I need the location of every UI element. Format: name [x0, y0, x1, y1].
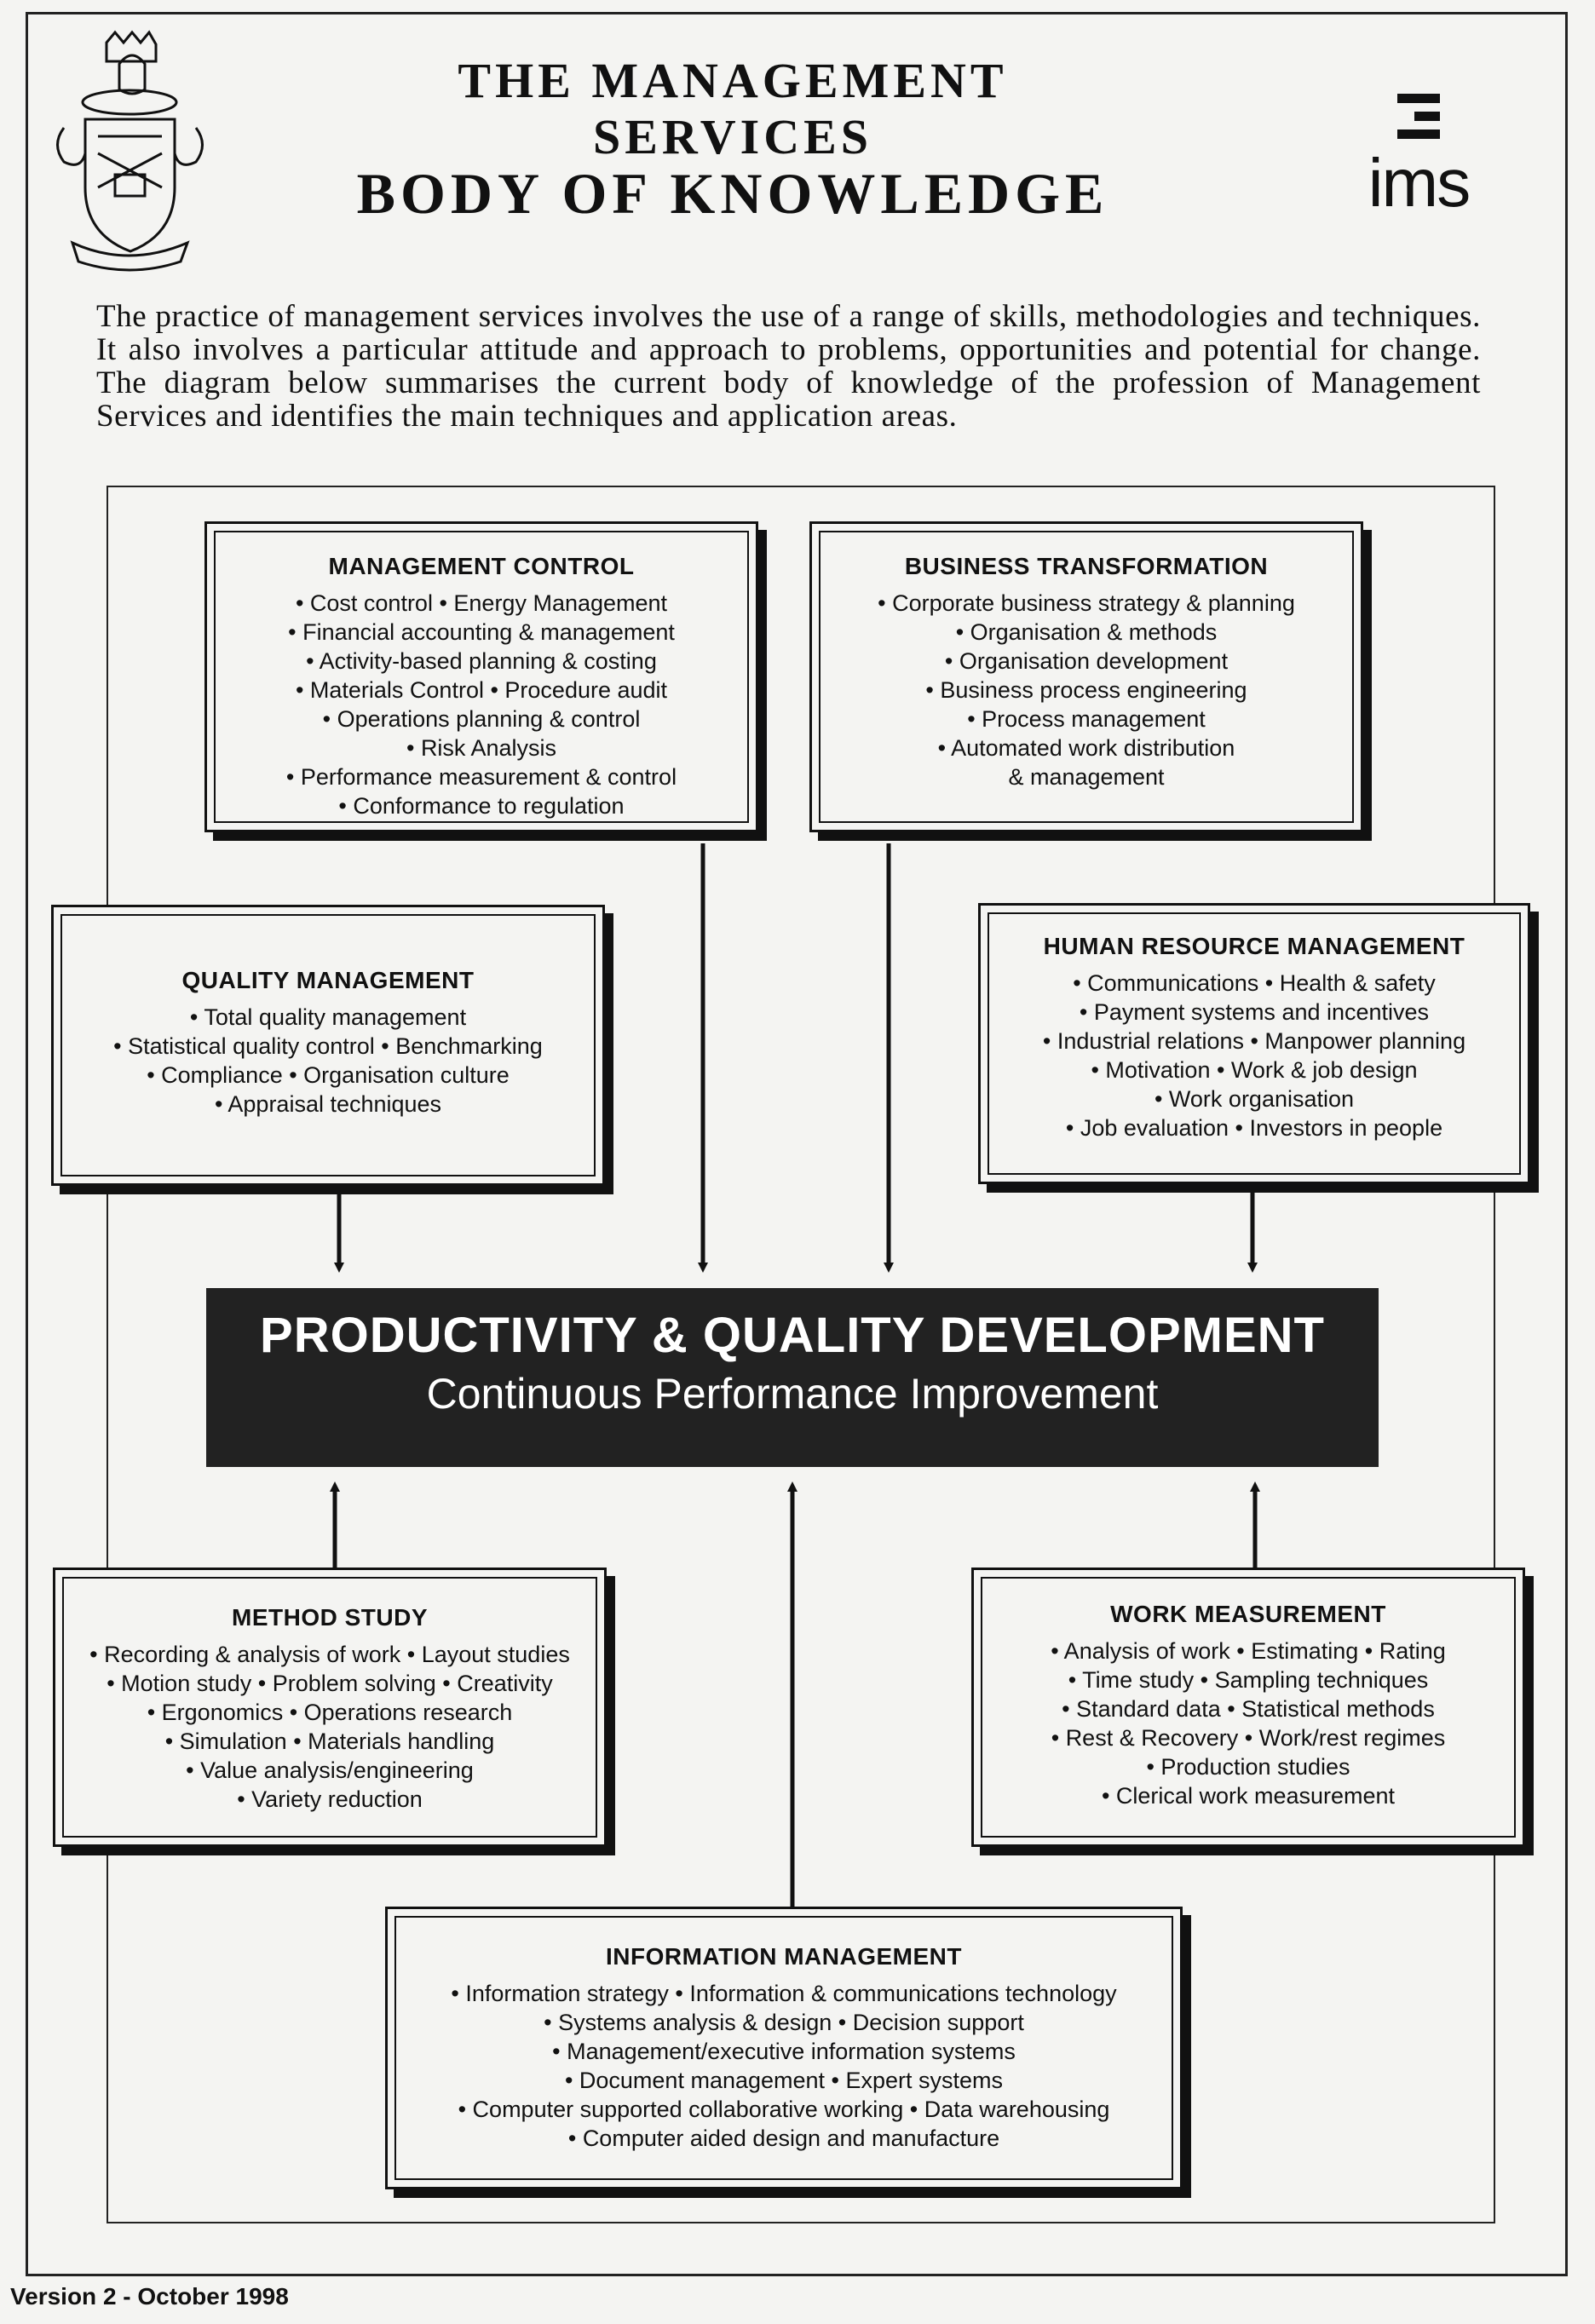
- list-item: • Statistical quality control • Benchmarking: [113, 1033, 543, 1059]
- work-measurement-title: WORK MEASUREMENT: [1110, 1601, 1386, 1627]
- quality-management-title: QUALITY MANAGEMENT: [181, 967, 475, 993]
- work-measurement-box: [971, 1568, 1525, 1847]
- list-item: • Systems analysis & design • Decision support: [544, 2010, 1024, 2035]
- intro-paragraph: The practice of management services involves the use of a range of skills, methodologies and techniques. It also involves a particular attitude and approach to problems, opportunities and potential for change. The diagram below summarises the current body of knowledge of the profession of Management Services and identifies the main techniques and application areas.: [96, 299, 1481, 434]
- method-study-title: METHOD STUDY: [232, 1604, 428, 1631]
- method-study-box: [53, 1568, 607, 1847]
- list-item: • Compliance • Organisation culture: [147, 1062, 510, 1088]
- list-item: • Conformance to regulation: [338, 793, 625, 819]
- banner-title: PRODUCTIVITY & QUALITY DEVELOPMENT: [260, 1308, 1325, 1363]
- list-item: • Process management: [967, 706, 1206, 732]
- list-item: • Materials Control • Procedure audit: [295, 677, 668, 703]
- list-item: & management: [1008, 764, 1165, 790]
- list-item: • Risk Analysis: [406, 735, 556, 761]
- list-item: • Simulation • Materials handling: [164, 1729, 495, 1754]
- management-control-title: MANAGEMENT CONTROL: [328, 553, 635, 579]
- list-item: • Recording & analysis of work • Layout studies: [89, 1642, 570, 1667]
- list-item: • Industrial relations • Manpower planning: [1042, 1028, 1466, 1054]
- list-item: • Document management • Expert systems: [564, 2068, 1004, 2093]
- list-item: • Management/executive information systems: [552, 2039, 1016, 2064]
- title-line-3: BODY OF KNOWLEDGE: [356, 161, 1109, 226]
- list-item: • Cost control • Energy Management: [295, 590, 668, 616]
- list-item: • Computer supported collaborative working • Data warehousing: [458, 2097, 1110, 2122]
- management-control-box: [204, 521, 758, 832]
- list-item: • Financial accounting & management: [288, 619, 675, 645]
- list-item: • Communications • Health & safety: [1073, 970, 1436, 996]
- list-item: • Organisation & methods: [955, 619, 1218, 645]
- list-item: • Production studies: [1146, 1754, 1350, 1780]
- information-management-title: INFORMATION MANAGEMENT: [606, 1943, 962, 1970]
- quality-management-box: [51, 905, 605, 1186]
- list-item: • Standard data • Statistical methods: [1062, 1696, 1435, 1722]
- human-resource-management-box: [978, 903, 1530, 1184]
- list-item: • Time study • Sampling techniques: [1068, 1667, 1429, 1693]
- list-item: • Organisation development: [944, 648, 1229, 674]
- list-item: • Rest & Recovery • Work/rest regimes: [1051, 1725, 1446, 1751]
- information-management-box: [385, 1907, 1183, 2189]
- business-transformation-title: BUSINESS TRANSFORMATION: [904, 553, 1269, 579]
- banner-subtitle: Continuous Performance Improvement: [426, 1370, 1159, 1418]
- list-item: • Appraisal techniques: [214, 1091, 442, 1117]
- list-item: • Clerical work measurement: [1101, 1783, 1396, 1809]
- human-resource-management-title: HUMAN RESOURCE MANAGEMENT: [1043, 933, 1465, 959]
- list-item: • Activity-based planning & costing: [306, 648, 657, 674]
- list-item: • Ergonomics • Operations research: [147, 1700, 513, 1725]
- list-item: • Operations planning & control: [322, 706, 641, 732]
- list-item: • Motion study • Problem solving • Creativity: [107, 1671, 553, 1696]
- list-item: • Job evaluation • Investors in people: [1065, 1115, 1443, 1141]
- list-item: • Variety reduction: [237, 1786, 423, 1812]
- list-item: • Business process engineering: [925, 677, 1247, 703]
- list-item: • Payment systems and incentives: [1079, 999, 1430, 1025]
- list-item: • Performance measurement & control: [285, 764, 677, 790]
- list-item: • Analysis of work • Estimating • Rating: [1051, 1638, 1446, 1664]
- list-item: • Automated work distribution: [937, 735, 1235, 761]
- business-transformation-box: [809, 521, 1363, 832]
- list-item: • Corporate business strategy & planning: [878, 590, 1295, 616]
- productivity-quality-banner: [206, 1288, 1379, 1467]
- list-item: • Value analysis/engineering: [186, 1757, 474, 1783]
- version-footer: Version 2 - October 1998: [10, 2283, 289, 2310]
- list-item: • Information strategy • Information & communications technology: [451, 1981, 1117, 2006]
- list-item: • Total quality management: [189, 1004, 467, 1030]
- ims-logo-text: ims: [1368, 145, 1470, 221]
- title-line-1: THE MANAGEMENT: [458, 53, 1008, 108]
- list-item: • Motivation • Work & job design: [1091, 1057, 1418, 1083]
- title-line-2: SERVICES: [592, 109, 873, 164]
- list-item: • Work organisation: [1154, 1086, 1355, 1112]
- list-item: • Computer aided design and manufacture: [567, 2126, 1000, 2151]
